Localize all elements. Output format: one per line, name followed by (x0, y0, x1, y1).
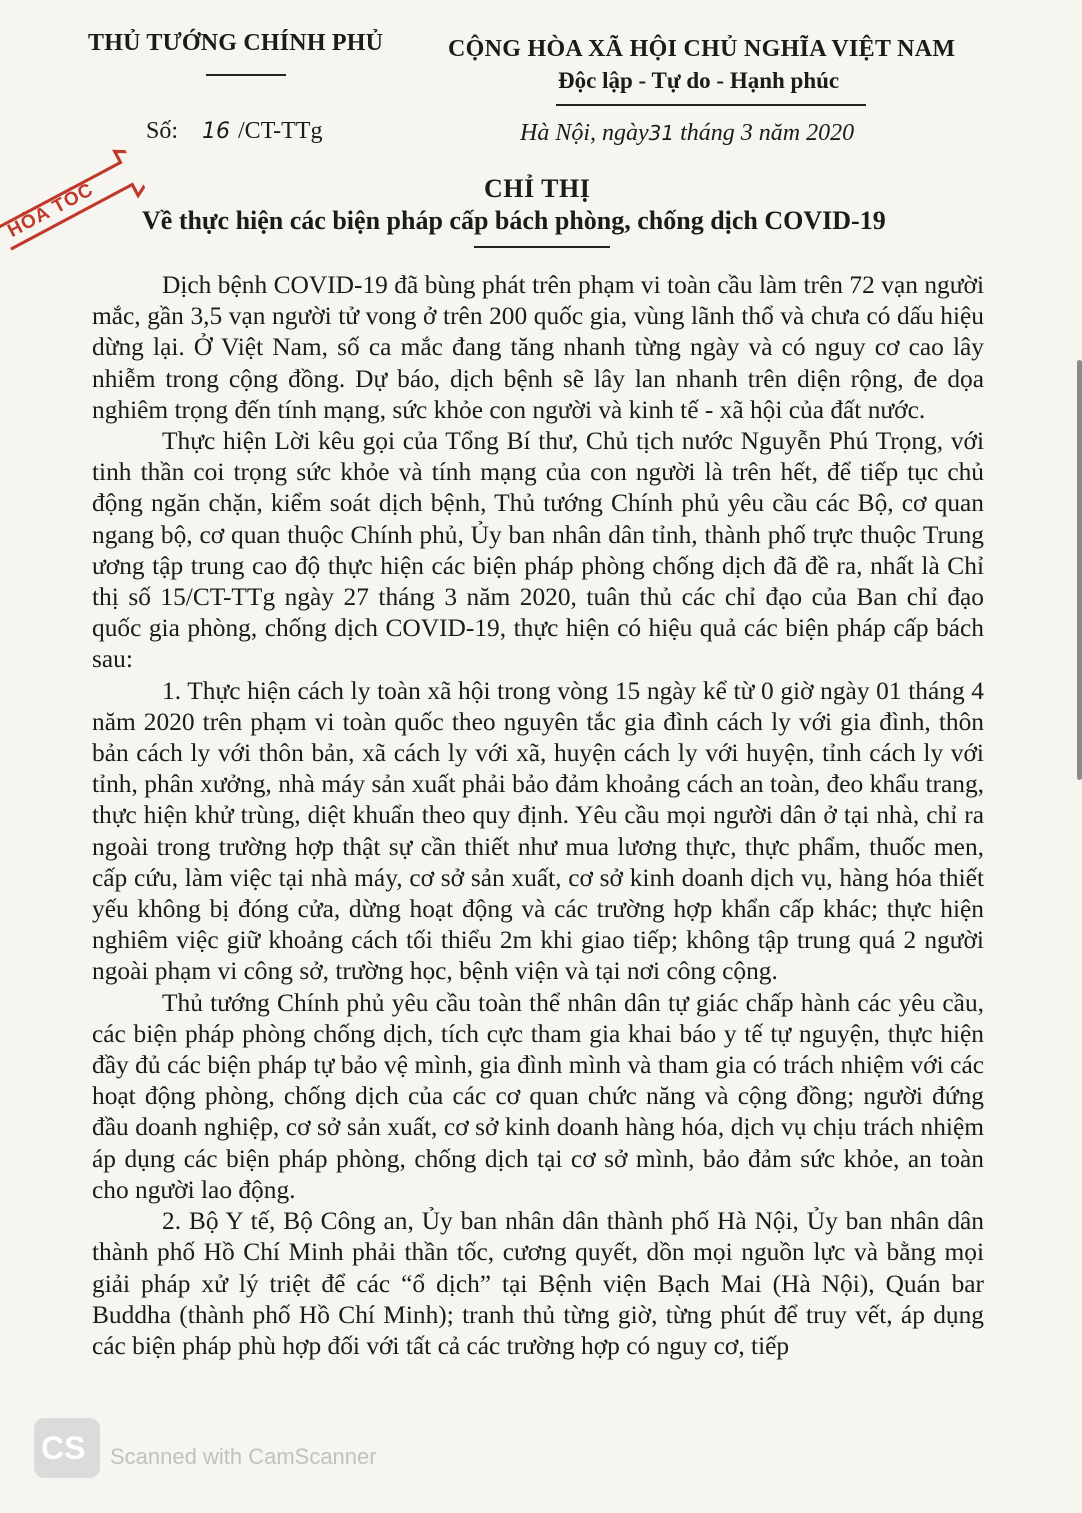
number-value: 16 (202, 119, 231, 144)
issuer-underline (206, 74, 286, 76)
scanner-watermark: Scanned with CamScanner (110, 1444, 377, 1469)
date-prefix: Hà Nội, ngày (520, 120, 649, 146)
body-paragraph: 2. Bộ Y tế, Bộ Công an, Ủy ban nhân dân thành phố Hà Nội, Ủy ban nhân dân thành phố Hồ Chí Minh phải thần tốc, cương quyết, dồn mọi nguồn lực và bằng mọi giải pháp xử lý triệt để các “ổ dịch” tại Bệnh viện Bạch Mai (Hà Nội), Quán bar Buddha (thành phố Hồ Chí Minh); tranh thủ từng giờ, từng phút để truy vết, áp dụng các biện pháp phù hợp đối với tất cả các trường hợp có nguy cơ, tiếp (92, 1207, 984, 1360)
document-subject: Về thực hiện các biện pháp cấp bách phòng, chống dịch COVID-19 (142, 206, 886, 235)
subject-underline (474, 246, 610, 248)
document-body (92, 270, 984, 1362)
camscanner-logo (34, 1418, 100, 1478)
issuer-name: THỦ TƯỚNG CHÍNH PHỦ (88, 30, 384, 56)
number-label: Số: (146, 118, 179, 144)
body-paragraph: 1. Thực hiện cách ly toàn xã hội trong vòng 15 ngày kể từ 0 giờ ngày 01 tháng 4 năm 2020 trên phạm vi toàn quốc theo nguyên tắc gia đình cách ly với gia đình, thôn bản cách ly với thôn bản, xã cách ly với xã, huyện cách ly với huyện, tỉnh cách ly với tỉnh, phân xưởng, nhà máy sản xuất phải bảo đảm khoảng cách an toàn, đeo khẩu trang, thực hiện khử trùng, diệt khuẩn theo quy định. Yêu cầu mọi người dân ở tại nhà, chỉ ra ngoài trong trường hợp thật sự cần thiết như mua lương thực, thực phẩm, thuốc men, cấp cứu, làm việc tại nhà máy, cơ sở sản xuất, cơ sở kinh doanh dịch vụ, hàng hóa thiết yếu không bị đóng cửa, dừng hoạt động và các trường hợp khẩn cấp khác; thực hiện nghiêm việc giữ khoảng cách tối thiểu 2m khi giao tiếp; không tập trung quá 2 người ngoài phạm vi công sở, trường học, bệnh viện và tại nơi công cộng. (92, 676, 984, 986)
body-paragraph: Thủ tướng Chính phủ yêu cầu toàn thể nhân dân tự giác chấp hành các yêu cầu, các biện pháp phòng chống dịch, tích cực tham gia khai báo y tế tự nguyện, thực hiện đầy đủ các biện pháp tự bảo vệ mình, gia đình mình và tham gia có trách nhiệm với các hoạt động phòng, chống dịch của các cơ quan chức năng và cộng đồng; người đứng đầu doanh nghiệp, cơ sở sản xuất, cơ sở kinh doanh hàng hóa, dịch vụ chịu trách nhiệm áp dụng các biện pháp phòng, chống dịch tại cơ sở mình, bảo đảm sức khỏe, an toàn cho người lao động. (92, 988, 984, 1204)
document-number (146, 118, 322, 145)
date-day: 31 (648, 121, 675, 145)
document-type: CHỈ THỊ (484, 174, 591, 203)
issue-date (520, 120, 854, 147)
scrollbar-thumb[interactable] (1077, 360, 1082, 780)
date-suffix: tháng 3 năm 2020 (674, 120, 855, 146)
nation-name: CỘNG HÒA XÃ HỘI CHỦ NGHĨA VIỆT NAM (448, 36, 956, 62)
urgent-stamp-text: HỎA TỐC (4, 179, 98, 242)
number-suffix: /CT-TTg (238, 118, 323, 144)
motto-underline (556, 104, 866, 106)
body-paragraph: Dịch bệnh COVID-19 đã bùng phát trên phạm vi toàn cầu làm trên 72 vạn người mắc, gần 3,5 vạn người tử vong ở trên 200 quốc gia, vùng lãnh thổ và chưa có dấu hiệu dừng lại. Ở Việt Nam, số ca mắc đang tăng nhanh từng ngày và có nguy cơ cao lây nhiễm trong cộng đồng. Dự báo, dịch bệnh sẽ lây lan nhanh trên diện rộng, đe dọa nghiêm trọng đến tính mạng, sức khỏe con người và kinh tế - xã hội của đất nước. (92, 271, 984, 424)
national-motto: Độc lập - Tự do - Hạnh phúc (558, 68, 840, 93)
body-paragraph: Thực hiện Lời kêu gọi của Tổng Bí thư, Chủ tịch nước Nguyễn Phú Trọng, với tinh thần coi trọng sức khỏe và tính mạng của con người là trên hết, để tiếp tục chủ động ngăn chặn, kiểm soát dịch bệnh, Thủ tướng Chính phủ yêu cầu các Bộ, cơ quan ngang bộ, cơ quan thuộc Chính phủ, Ủy ban nhân dân tỉnh, thành phố trực thuộc Trung ương tập trung cao độ thực hiện các biện pháp phòng chống dịch đã đề ra, nhất là Chỉ thị số 15/CT-TTg ngày 27 tháng 3 năm 2020, tuân thủ các chỉ đạo của Ban chỉ đạo quốc gia phòng, chống dịch COVID-19, thực hiện có hiệu quả các biện pháp cấp bách sau: (92, 427, 984, 674)
camscanner-logo-text: CS (41, 1430, 86, 1466)
